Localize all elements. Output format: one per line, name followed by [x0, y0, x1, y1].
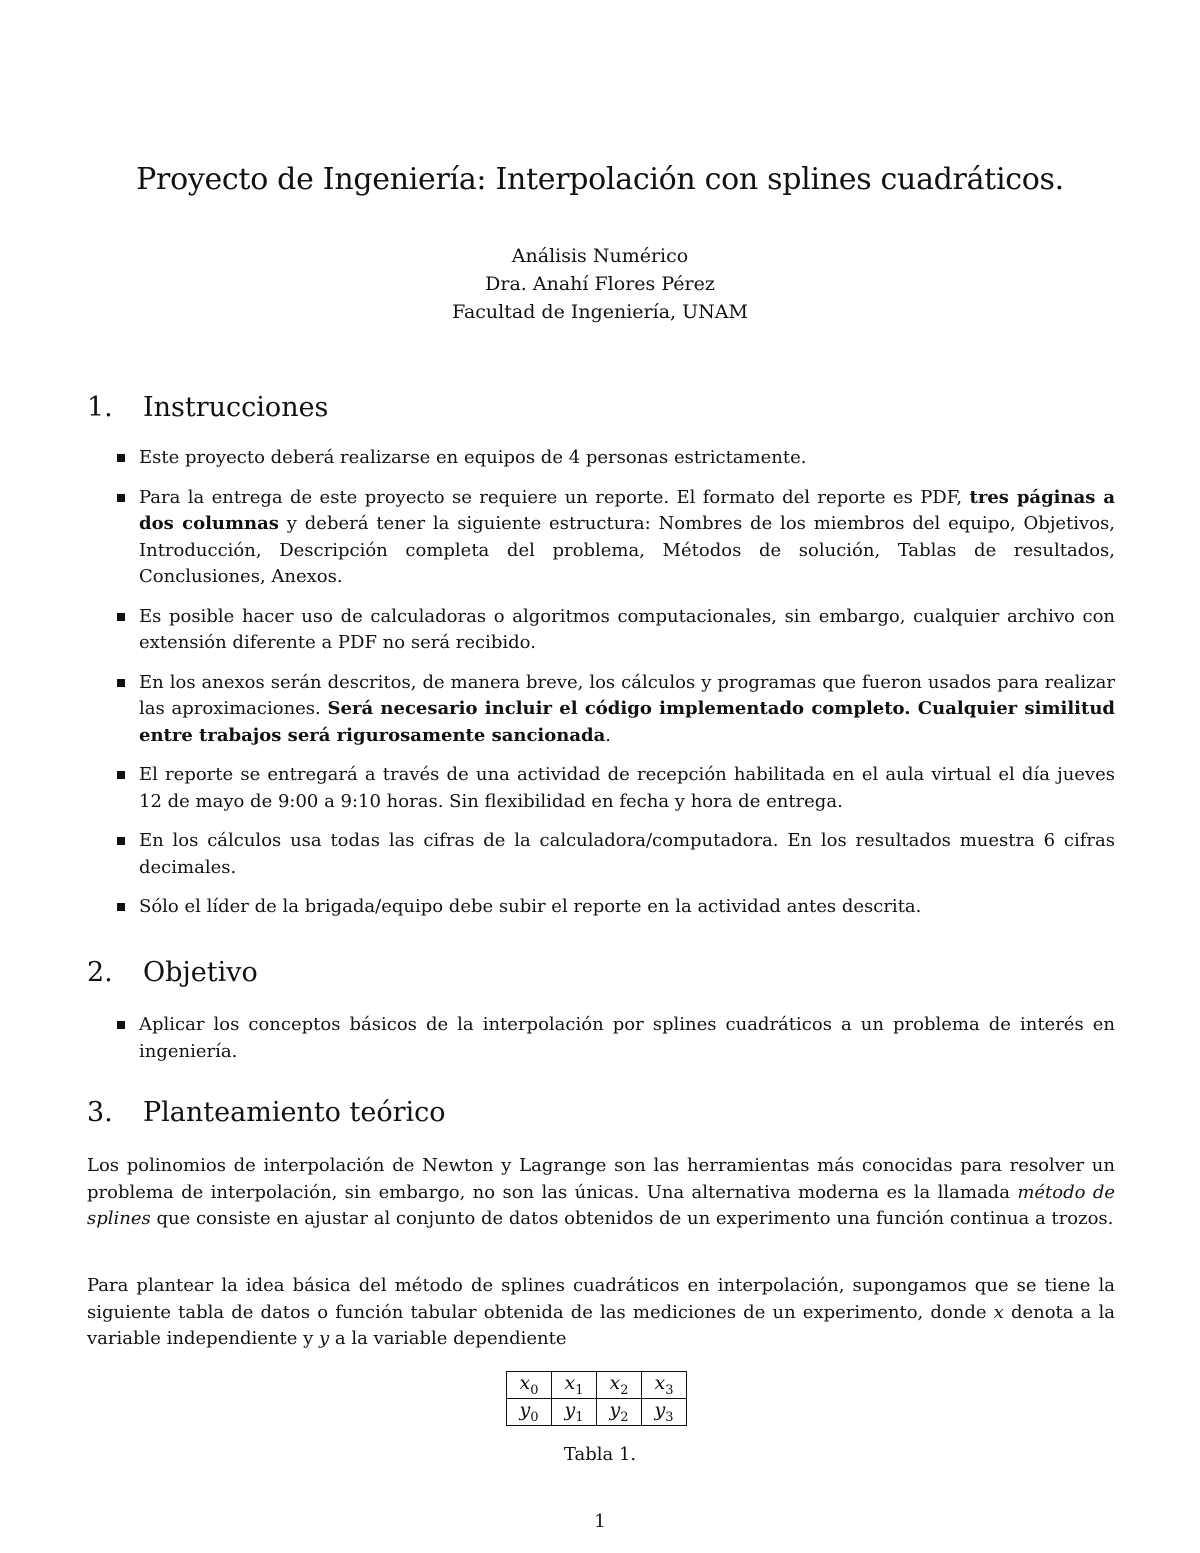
- author-name: Dra. Anahí Flores Pérez: [485, 273, 715, 295]
- table-cell: $x_1$: [552, 1372, 597, 1399]
- list-item: Sólo el líder de la brigada/equipo debe subir el reporte en la actividad antes descrita.: [0, 894, 1115, 921]
- table-cell: $x_3$: [642, 1372, 687, 1399]
- list-item: El reporte se entregará a través de una actividad de recepción habilitada en el aula virtual el día jueves 12 de mayo de 9:00 a 9:10 horas. Sin flexibilidad en fecha y hora de entrega.: [0, 762, 1115, 815]
- course-name: Análisis Numérico: [511, 245, 689, 267]
- bullet-icon: [117, 494, 125, 502]
- section-heading-planteamiento: [87, 1097, 446, 1128]
- bullet-icon: [117, 1021, 125, 1029]
- list-item: Este proyecto deberá realizarse en equipos de 4 personas estrictamente.: [0, 445, 1115, 472]
- data-table: [506, 1371, 687, 1426]
- table-cell: $y_1$: [552, 1399, 597, 1426]
- section-heading-instrucciones: [87, 392, 328, 423]
- section-title: Objetivo: [143, 957, 258, 988]
- table-cell: $y_3$: [642, 1399, 687, 1426]
- paragraph-intro: Los polinomios de interpolación de Newton y Lagrange son las herramientas más conocidas para resolver un problema de interpolación, sin embargo, no son las únicas. Una alternativa moderna es la llamada método de splines que consiste en ajustar al conjunto de datos obtenidos de un experimento una función continua a trozos.: [87, 1155, 1116, 1229]
- table-cell: $x_2$: [597, 1372, 642, 1399]
- table-cell: $y_2$: [597, 1399, 642, 1426]
- institution-name: Facultad de Ingeniería, UNAM: [452, 301, 748, 323]
- bullet-icon: [117, 454, 125, 462]
- bullet-icon: [117, 837, 125, 845]
- table-caption: Tabla 1.: [563, 1444, 637, 1465]
- section-heading-objetivo: [87, 957, 258, 988]
- section-number: 3.: [87, 1097, 113, 1128]
- objective-list: [0, 1012, 1200, 1065]
- table-row-x: [507, 1372, 687, 1399]
- table-row-y: [507, 1399, 687, 1426]
- list-item: Para la entrega de este proyecto se requiere un reporte. El formato del reporte es PDF, tres páginas a dos columnas y deberá tener la siguiente estructura: Nombres de los miembros del equipo, Objetivos, Introducción, Descripción completa del problema, Métodos de solución, Tablas de resultados, Conclusiones, Anexos.: [0, 485, 1115, 591]
- list-item: Es posible hacer uso de calculadoras o algoritmos computacionales, sin embargo, cualquier archivo con extensión diferente a PDF no será recibido.: [0, 604, 1115, 657]
- section-title: Planteamiento teórico: [143, 1097, 446, 1128]
- document-title: Proyecto de Ingeniería: Interpolación con splines cuadráticos.: [136, 162, 1064, 197]
- section-number: 2.: [87, 957, 113, 988]
- list-item: En los cálculos usa todas las cifras de la calculadora/computadora. En los resultados muestra 6 cifras decimales.: [0, 828, 1115, 881]
- page-number: 1: [594, 1511, 606, 1532]
- bullet-icon: [117, 613, 125, 621]
- bullet-icon: [117, 903, 125, 911]
- table-cell: $y_0$: [507, 1399, 552, 1426]
- instructions-list: [0, 445, 1200, 921]
- section-title: Instrucciones: [143, 392, 329, 423]
- table-cell: $x_0$: [507, 1372, 552, 1399]
- bullet-icon: [117, 771, 125, 779]
- list-item: Aplicar los conceptos básicos de la interpolación por splines cuadráticos a un problema de interés en ingeniería.: [0, 1012, 1115, 1065]
- bullet-icon: [117, 679, 125, 687]
- list-item: En los anexos serán descritos, de manera breve, los cálculos y programas que fueron usados para realizar las aproximaciones. Será necesario incluir el código implementado completo. Cualquier similitud entre trabajos será rigurosamente sancionada.: [0, 670, 1115, 750]
- section-number: 1.: [87, 392, 113, 423]
- document-meta: [0, 242, 1200, 326]
- paragraph-setup: Para plantear la idea básica del método de splines cuadráticos en interpolación, supongamos que se tiene la siguiente tabla de datos o función tabular obtenida de las mediciones de un experimento, donde x denota a la variable independiente y y a la variable dependiente: [87, 1275, 1115, 1349]
